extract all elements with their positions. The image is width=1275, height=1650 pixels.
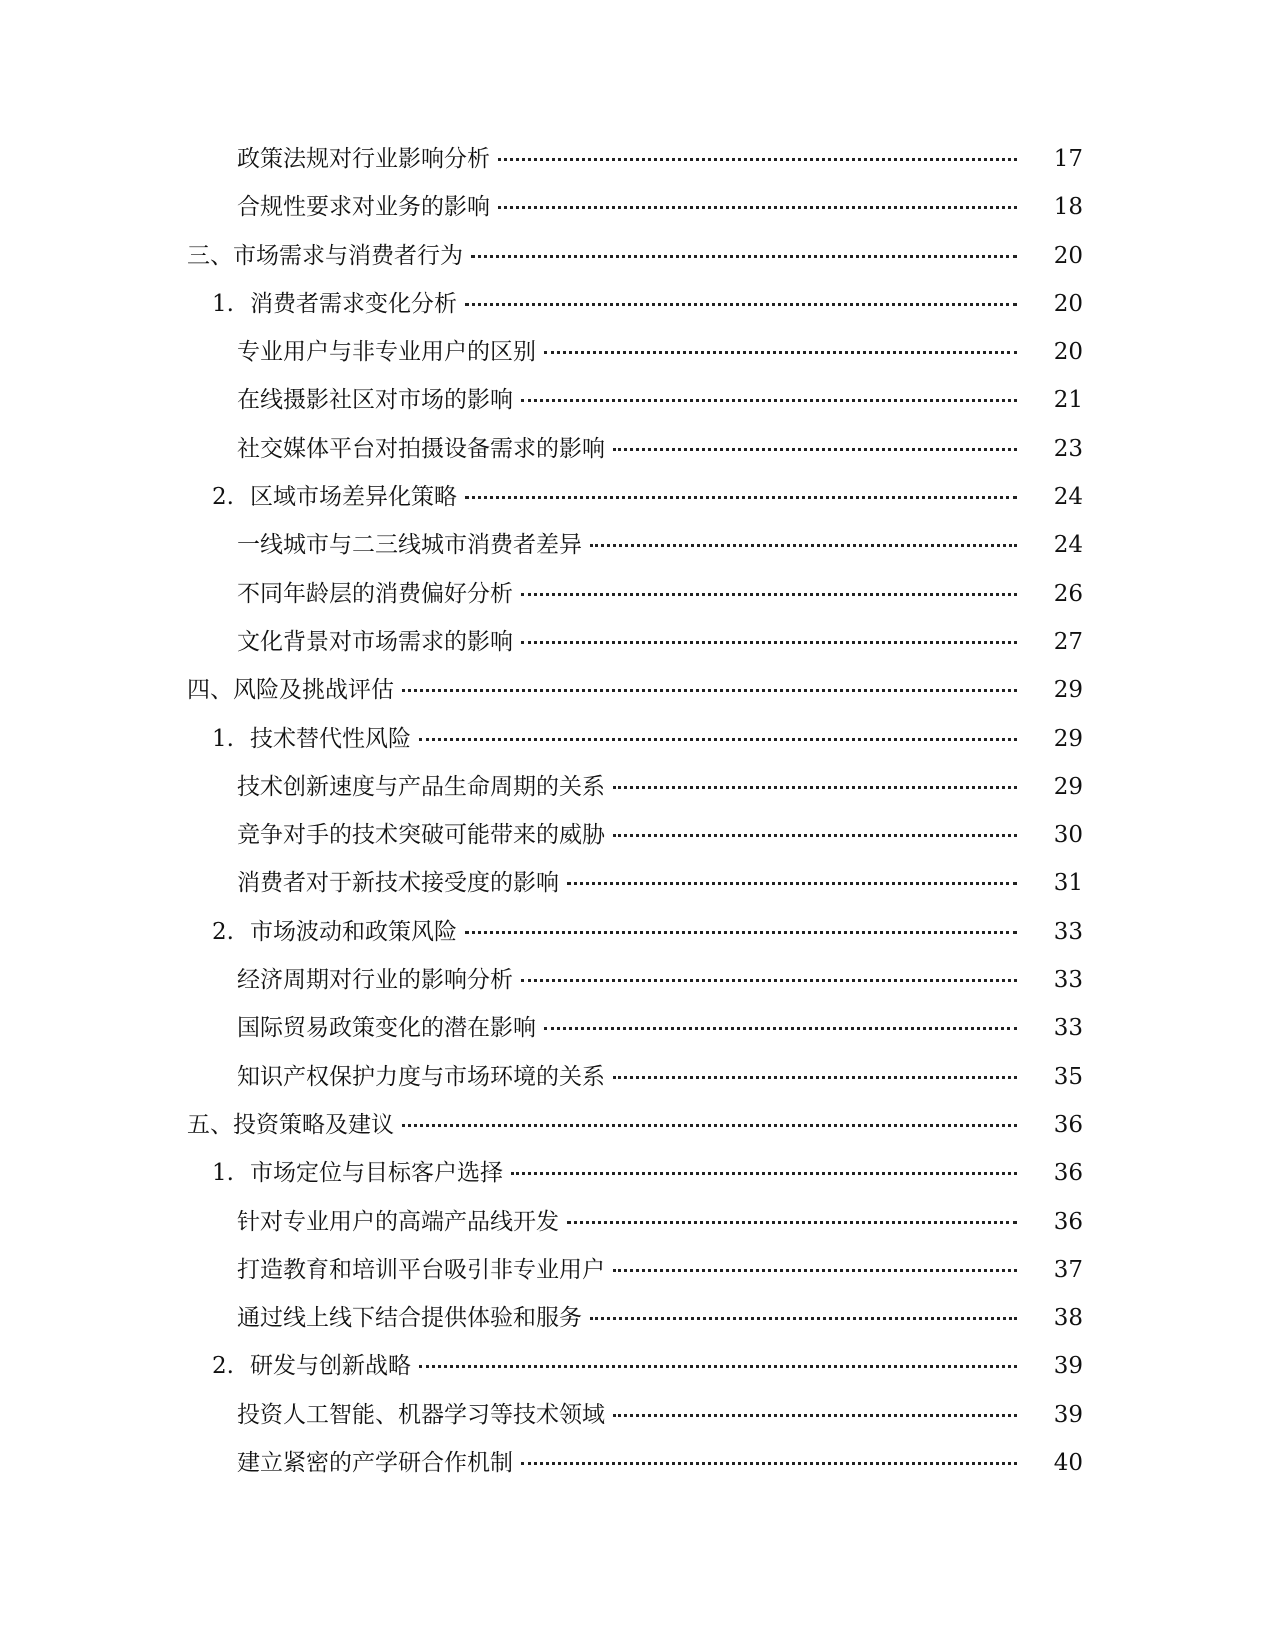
toc-entry-title: 五、投资策略及建议 [187,1111,394,1138]
toc-page-number: 20 [1053,290,1083,317]
toc-page-number: 36 [1053,1160,1083,1187]
toc-entry[interactable] [0,190,1275,238]
toc-dot-leader [465,303,1017,306]
toc-entry-title: 针对专业用户的高端产品线开发 [237,1208,559,1235]
table-of-contents [0,142,1275,1494]
toc-entry-number: 1. [212,290,234,317]
toc-page-number: 21 [1053,387,1083,414]
toc-dot-leader [419,1365,1017,1368]
toc-page-number: 31 [1053,870,1083,897]
toc-entry[interactable] [0,1253,1275,1301]
toc-page-number: 39 [1053,1401,1083,1428]
toc-page-number: 36 [1053,1208,1083,1235]
toc-entry-number: 2. [212,918,234,945]
toc-entry[interactable] [0,432,1275,480]
toc-entry-title: 文化背景对市场需求的影响 [237,628,513,655]
toc-dot-leader [521,593,1017,596]
toc-entry-title: 研发与创新战略 [250,1353,411,1380]
toc-entry[interactable] [0,1398,1275,1446]
toc-dot-leader [613,786,1017,789]
toc-dot-leader [471,255,1017,258]
toc-page-number: 39 [1053,1353,1083,1380]
toc-entry-title: 通过线上线下结合提供体验和服务 [237,1305,582,1332]
toc-page-number: 30 [1053,822,1083,849]
toc-dot-leader [613,1414,1017,1417]
toc-page-number: 27 [1053,628,1083,655]
toc-dot-leader [521,641,1017,644]
toc-entry[interactable] [0,1011,1275,1059]
toc-page-number: 24 [1053,532,1083,559]
toc-page-number: 37 [1053,1256,1083,1283]
toc-page-number: 33 [1053,1015,1083,1042]
toc-page-number: 33 [1053,967,1083,994]
toc-entry-title: 技术创新速度与产品生命周期的关系 [237,773,605,800]
toc-entry-title: 一线城市与二三线城市消费者差异 [237,532,582,559]
toc-entry[interactable] [0,625,1275,673]
toc-entry-title: 竞争对手的技术突破可能带来的威胁 [237,822,605,849]
toc-page-number: 36 [1053,1111,1083,1138]
toc-entry[interactable] [0,1108,1275,1156]
toc-page-number: 17 [1053,146,1083,172]
toc-dot-leader [402,689,1017,692]
toc-page-number: 40 [1053,1450,1083,1477]
toc-page-number: 20 [1053,339,1083,366]
toc-dot-leader [590,544,1017,547]
toc-dot-leader [613,1269,1017,1272]
toc-entry[interactable] [0,287,1275,335]
toc-dot-leader [521,979,1017,982]
toc-page-number: 29 [1053,725,1083,752]
toc-entry-title: 消费者对于新技术接受度的影响 [237,870,559,897]
toc-entry-title: 不同年龄层的消费偏好分析 [237,580,513,607]
toc-entry[interactable] [0,480,1275,528]
toc-entry[interactable] [0,963,1275,1011]
toc-entry-title: 知识产权保护力度与市场环境的关系 [237,1063,605,1090]
toc-entry-title: 政策法规对行业影响分析 [237,146,490,172]
toc-entry[interactable] [0,142,1275,190]
toc-page-number: 38 [1053,1305,1083,1332]
toc-entry[interactable] [0,383,1275,431]
toc-dot-leader [521,1462,1017,1465]
toc-entry-number: 2. [212,1353,234,1380]
toc-entry[interactable] [0,335,1275,383]
toc-dot-leader [567,882,1017,885]
toc-entry-title: 投资人工智能、机器学习等技术领域 [237,1401,605,1428]
toc-entry-title: 建立紧密的产学研合作机制 [237,1450,513,1477]
toc-entry[interactable] [0,1349,1275,1397]
toc-entry-title: 国际贸易政策变化的潜在影响 [237,1015,536,1042]
toc-entry-title: 四、风险及挑战评估 [187,677,394,704]
toc-entry-title: 经济周期对行业的影响分析 [237,967,513,994]
toc-entry[interactable] [0,722,1275,770]
toc-dot-leader [544,351,1017,354]
toc-dot-leader [498,206,1017,209]
toc-dot-leader [613,448,1017,451]
toc-page-number: 29 [1053,773,1083,800]
toc-dot-leader [465,931,1017,934]
toc-entry[interactable] [0,577,1275,625]
toc-entry[interactable] [0,770,1275,818]
toc-entry-title: 在线摄影社区对市场的影响 [237,387,513,414]
toc-dot-leader [544,1027,1017,1030]
toc-entry[interactable] [0,866,1275,914]
toc-page-number: 20 [1053,242,1083,269]
toc-page-number: 18 [1053,194,1083,221]
toc-entry-title: 三、市场需求与消费者行为 [187,242,463,269]
toc-entry-title: 社交媒体平台对拍摄设备需求的影响 [237,435,605,462]
toc-entry-number: 1. [212,1160,234,1187]
toc-entry-title: 合规性要求对业务的影响 [237,194,490,221]
toc-dot-leader [402,1124,1017,1127]
toc-entry-title: 市场定位与目标客户选择 [250,1160,503,1187]
toc-dot-leader [511,1172,1017,1175]
toc-dot-leader [567,1221,1017,1224]
toc-entry[interactable] [0,1205,1275,1253]
toc-entry[interactable] [0,1156,1275,1204]
toc-page-number: 23 [1053,435,1083,462]
toc-entry-title: 消费者需求变化分析 [250,290,457,317]
toc-dot-leader [465,496,1017,499]
toc-entry-title: 市场波动和政策风险 [250,918,457,945]
toc-dot-leader [521,399,1017,402]
toc-entry-number: 1. [212,725,234,752]
toc-page-number: 35 [1053,1063,1083,1090]
toc-dot-leader [498,158,1017,161]
toc-entry[interactable] [0,673,1275,721]
toc-entry-title: 技术替代性风险 [250,725,411,752]
toc-entry[interactable] [0,818,1275,866]
toc-page-number: 29 [1053,677,1083,704]
toc-dot-leader [613,834,1017,837]
toc-entry[interactable] [0,239,1275,287]
toc-page-number: 26 [1053,580,1083,607]
toc-entry[interactable] [0,1060,1275,1108]
toc-dot-leader [590,1317,1017,1320]
toc-dot-leader [613,1076,1017,1079]
toc-page-number: 33 [1053,918,1083,945]
toc-dot-leader [419,738,1017,741]
toc-entry-title: 专业用户与非专业用户的区别 [237,339,536,366]
toc-entry[interactable] [0,1446,1275,1494]
toc-entry-title: 打造教育和培训平台吸引非专业用户 [237,1256,605,1283]
toc-entry[interactable] [0,915,1275,963]
toc-entry-title: 区域市场差异化策略 [250,484,457,511]
toc-entry-number: 2. [212,484,234,511]
toc-entry[interactable] [0,528,1275,576]
toc-page-number: 24 [1053,484,1083,511]
toc-entry[interactable] [0,1301,1275,1349]
